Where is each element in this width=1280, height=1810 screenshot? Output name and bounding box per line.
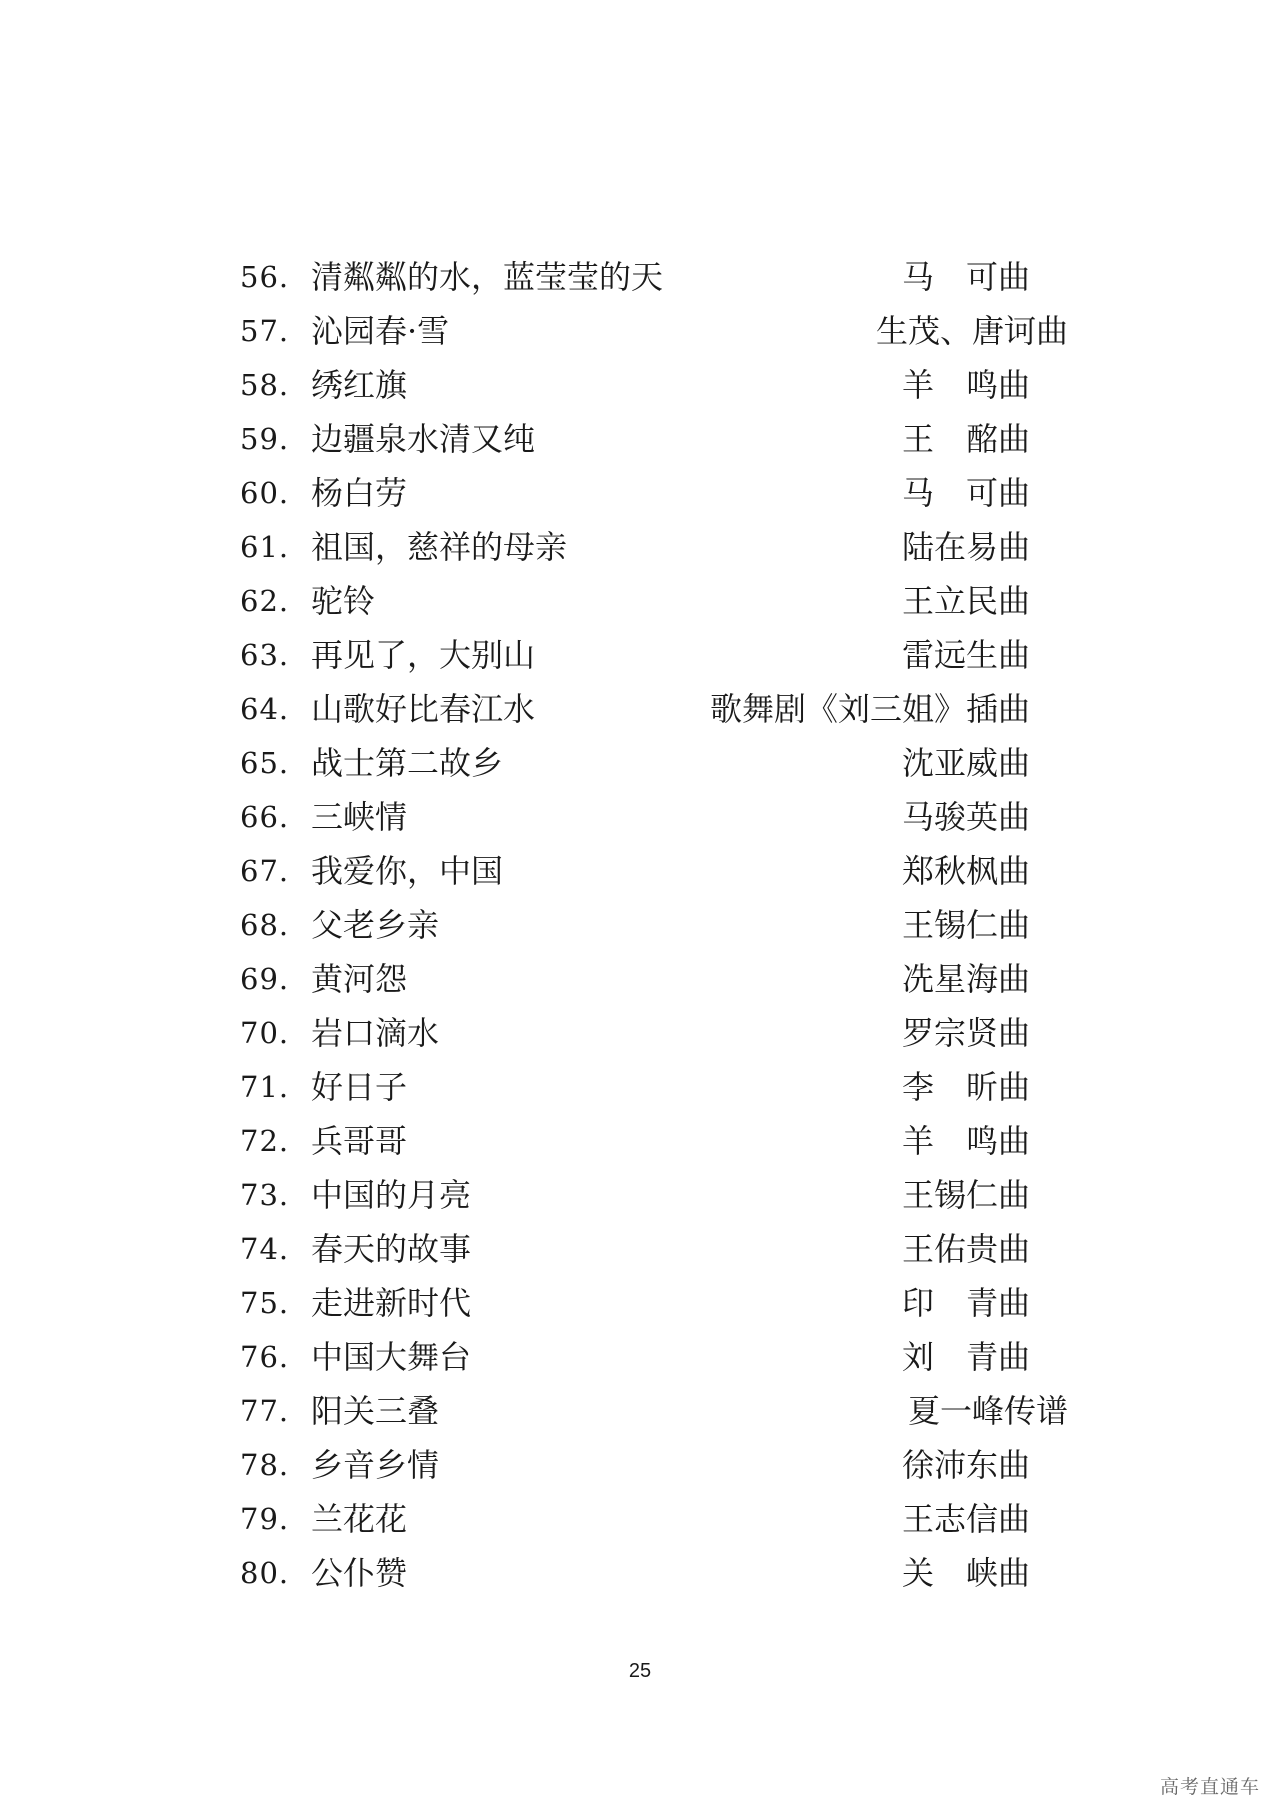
- song-title: 走进新时代: [311, 1284, 472, 1322]
- item-number: 62.: [240, 584, 290, 618]
- list-item: [0, 682, 1280, 736]
- song-composer: 马骏英曲: [901, 798, 1030, 836]
- item-number: 71.: [240, 1070, 290, 1104]
- song-composer: 印 青曲: [901, 1284, 1030, 1322]
- item-number: 76.: [240, 1340, 290, 1374]
- item-number: 72.: [240, 1124, 290, 1158]
- song-title: 乡音乡情: [311, 1446, 440, 1484]
- list-item: [0, 250, 1280, 304]
- song-composer: 关 峡曲: [901, 1554, 1030, 1592]
- song-title: 再见了，大别山: [311, 636, 536, 674]
- song-composer: 王锡仁曲: [901, 906, 1030, 944]
- song-composer: 歌舞剧《刘三姐》插曲: [709, 690, 1030, 728]
- song-title: 清粼粼的水，蓝莹莹的天: [311, 258, 664, 296]
- song-composer: 王立民曲: [901, 582, 1030, 620]
- song-title: 阳关三叠: [311, 1392, 440, 1430]
- song-title: 山歌好比春江水: [311, 690, 536, 728]
- song-composer: 羊 鸣曲: [901, 366, 1030, 404]
- list-item: [0, 520, 1280, 574]
- list-item: [0, 358, 1280, 412]
- item-number: 68.: [240, 908, 290, 942]
- song-composer: 郑秋枫曲: [901, 852, 1030, 890]
- song-title: 春天的故事: [311, 1230, 472, 1268]
- song-title: 三峡情: [311, 798, 408, 836]
- song-title: 公仆赞: [311, 1554, 408, 1592]
- song-title: 兵哥哥: [311, 1122, 408, 1160]
- list-item: [0, 844, 1280, 898]
- song-title: 绣红旗: [311, 366, 408, 404]
- item-number: 56.: [240, 260, 290, 294]
- item-number: 75.: [240, 1286, 290, 1320]
- item-number: 59.: [240, 422, 290, 456]
- item-number: 77.: [240, 1394, 290, 1428]
- item-number: 63.: [240, 638, 290, 672]
- item-number: 70.: [240, 1016, 290, 1050]
- list-item: [0, 628, 1280, 682]
- item-number: 79.: [240, 1502, 290, 1536]
- song-composer: 雷远生曲: [901, 636, 1030, 674]
- watermark: 高考直通车: [1159, 1776, 1260, 1798]
- item-number: 80.: [240, 1556, 290, 1590]
- song-title: 战士第二故乡: [311, 744, 504, 782]
- song-composer: 王锡仁曲: [901, 1176, 1030, 1214]
- song-composer: 徐沛东曲: [901, 1446, 1030, 1484]
- list-item: [0, 1438, 1280, 1492]
- item-number: 61.: [240, 530, 290, 564]
- list-item: [0, 1492, 1280, 1546]
- song-title: 父老乡亲: [311, 906, 440, 944]
- item-number: 65.: [240, 746, 290, 780]
- song-composer: 陆在易曲: [901, 528, 1030, 566]
- song-title: 好日子: [311, 1068, 408, 1106]
- list-item: [0, 1384, 1280, 1438]
- item-number: 73.: [240, 1178, 290, 1212]
- item-number: 57.: [240, 314, 290, 348]
- song-composer: 马 可曲: [901, 474, 1030, 512]
- song-title: 岩口滴水: [311, 1014, 440, 1052]
- list-item: [0, 1006, 1280, 1060]
- item-number: 74.: [240, 1232, 290, 1266]
- song-title: 杨白劳: [311, 474, 408, 512]
- song-composer: 马 可曲: [901, 258, 1030, 296]
- list-item: [0, 790, 1280, 844]
- list-item: [0, 574, 1280, 628]
- song-composer: 夏一峰传谱: [907, 1392, 1068, 1430]
- song-composer: 冼星海曲: [901, 960, 1030, 998]
- song-title: 兰花花: [311, 1500, 408, 1538]
- list-item: [0, 952, 1280, 1006]
- list-item: [0, 1546, 1280, 1600]
- song-title: 中国大舞台: [311, 1338, 472, 1376]
- song-title: 我爱你，中国: [311, 852, 504, 890]
- song-composer: 罗宗贤曲: [901, 1014, 1030, 1052]
- song-title: 驼铃: [311, 582, 376, 620]
- song-composer: 李 昕曲: [901, 1068, 1030, 1106]
- list-item: [0, 1276, 1280, 1330]
- song-title: 祖国，慈祥的母亲: [311, 528, 568, 566]
- list-item: [0, 466, 1280, 520]
- song-composer: 王志信曲: [901, 1500, 1030, 1538]
- item-number: 69.: [240, 962, 290, 996]
- list-item: [0, 1114, 1280, 1168]
- list-item: [0, 1060, 1280, 1114]
- item-number: 64.: [240, 692, 290, 726]
- song-title: 沁园春·雪: [311, 312, 450, 350]
- item-number: 58.: [240, 368, 290, 402]
- song-title: 边疆泉水清又纯: [311, 420, 536, 458]
- list-item: [0, 898, 1280, 952]
- list-item: [0, 1222, 1280, 1276]
- item-number: 67.: [240, 854, 290, 888]
- song-composer: 刘 青曲: [901, 1338, 1030, 1376]
- list-item: [0, 304, 1280, 358]
- song-composer: 王 酩曲: [901, 420, 1030, 458]
- item-number: 60.: [240, 476, 290, 510]
- song-title: 黄河怨: [311, 960, 408, 998]
- song-composer: 王佑贵曲: [901, 1230, 1030, 1268]
- song-list: [0, 250, 1280, 1600]
- song-title: 中国的月亮: [311, 1176, 472, 1214]
- item-number: 66.: [240, 800, 290, 834]
- list-item: [0, 1168, 1280, 1222]
- song-composer: 羊 鸣曲: [901, 1122, 1030, 1160]
- list-item: [0, 1330, 1280, 1384]
- song-composer: 沈亚威曲: [901, 744, 1030, 782]
- song-composer: 生茂、唐诃曲: [875, 312, 1068, 350]
- page-number: 25: [628, 1660, 652, 1682]
- item-number: 78.: [240, 1448, 290, 1482]
- list-item: [0, 736, 1280, 790]
- list-item: [0, 412, 1280, 466]
